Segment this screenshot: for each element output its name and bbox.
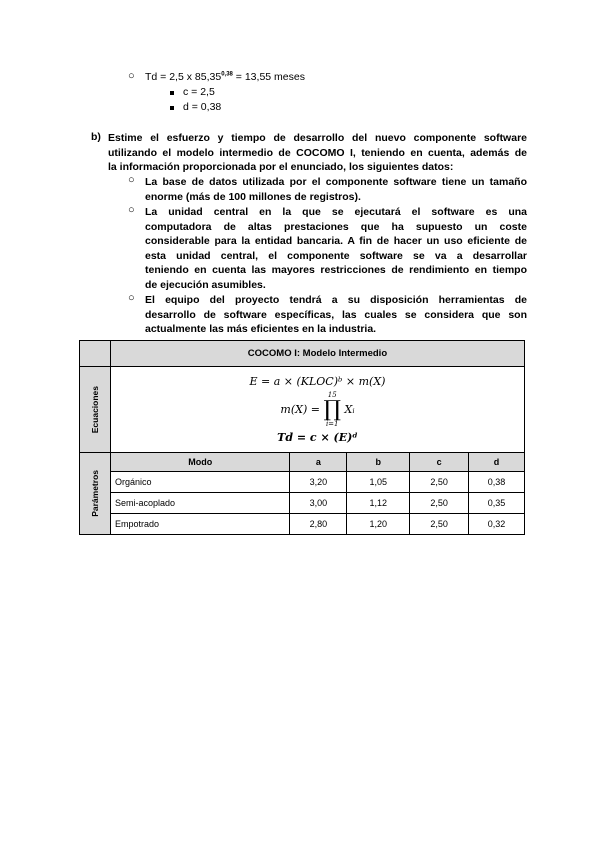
section-b-line: la información proporcionada por el enunciado, los siguientes datos: [108, 161, 454, 174]
sub-item-c: c = 2,5 [183, 86, 215, 98]
value-cell: 0,32 [469, 514, 525, 535]
equations-label: Ecuaciones [89, 385, 100, 434]
table-title: COCOMO I: Modelo Intermedio [110, 341, 524, 367]
parameters-label: Parámetros [89, 470, 100, 517]
mode-cell: Semi-acoplado [110, 493, 290, 514]
table-row [80, 472, 525, 493]
effort-equation: E = a × (KLOC)ᵇ × m(X) [249, 374, 386, 388]
product-symbol: 15 ∏ i=1 [323, 390, 341, 428]
mode-cell: Empotrado [110, 514, 290, 535]
header-b: b [347, 453, 410, 472]
parameters-side-cell [80, 453, 111, 535]
bullet-tools [145, 293, 527, 337]
square-bullet-icon [170, 91, 174, 95]
cocomo-table [79, 340, 525, 535]
section-b-label: b) [91, 131, 101, 143]
value-cell: 2,50 [410, 514, 469, 535]
bullet-database [145, 175, 527, 204]
circle-bullet-icon: ○ [128, 174, 135, 186]
header-a: a [290, 453, 347, 472]
bullet-line: actualmente las más eficientes en la industria. [145, 323, 377, 336]
equations-side-cell [80, 367, 111, 453]
table-row [80, 514, 525, 535]
value-cell: 1,20 [347, 514, 410, 535]
sub-item-d: d = 0,38 [183, 101, 222, 113]
value-cell: 1,05 [347, 472, 410, 493]
value-cell: 3,20 [290, 472, 347, 493]
product-lower-limit: i=1 [325, 419, 339, 428]
bullet-line: La base de datos utilizada por el componente software tiene un tamaño [145, 176, 527, 188]
table-row [80, 493, 525, 514]
section-b-text [108, 131, 527, 175]
bullet-line: de ejecución asumibles. [145, 278, 266, 291]
section-b-line: Estime el esfuerzo y tiempo de desarrollo del nuevo componente software [108, 132, 527, 144]
mode-cell: Orgánico [110, 472, 290, 493]
bullet-line: enorme (más de 100 millones de registros). [145, 190, 361, 203]
circle-bullet-icon: ○ [128, 70, 135, 82]
td-formula-prefix: Td = 2,5 x 85,35 [145, 71, 222, 83]
td-formula-suffix: = 13,55 meses [232, 71, 305, 83]
circle-bullet-icon: ○ [128, 292, 135, 304]
mx-right: Xᵢ [344, 402, 355, 416]
value-cell: 2,50 [410, 472, 469, 493]
bullet-line: considerable para la entidad bancaria. A fin de hacer un uso eficiente de [145, 235, 527, 248]
product-upper-limit: 15 [327, 390, 337, 399]
value-cell: 0,35 [469, 493, 525, 514]
value-cell: 2,50 [410, 493, 469, 514]
section-b-line: utilizando el modelo intermedio de COCOMO I, teniendo en cuenta, además de [108, 146, 527, 159]
bullet-line: computadora de altas prestaciones que ha supuesto un coste [145, 220, 527, 233]
value-cell: 1,12 [347, 493, 410, 514]
mx-left: m(X) = [280, 402, 320, 416]
bullet-line: La unidad central en la que se ejecutará el software es una [145, 206, 527, 218]
value-cell: 2,80 [290, 514, 347, 535]
bullet-line: desarrollo de software específicas, las cuales se considera que son [145, 308, 527, 321]
header-modo: Modo [110, 453, 290, 472]
circle-bullet-icon: ○ [128, 204, 135, 216]
bullet-line: El equipo del proyecto tendrá a su disposición herramientas de [145, 294, 527, 306]
header-d: d [469, 453, 525, 472]
value-cell: 3,00 [290, 493, 347, 514]
value-cell: 0,38 [469, 472, 525, 493]
td-formula [145, 71, 305, 83]
td-formula-exponent: 0,38 [221, 71, 233, 78]
equations-cell [110, 367, 524, 453]
time-equation: Td = c × (E)ᵈ [277, 430, 358, 444]
bullet-line: teniendo en cuenta las mayores restricciones de rendimiento en tiempo [145, 264, 527, 277]
mx-equation [115, 392, 520, 428]
header-c: c [410, 453, 469, 472]
bullet-central-unit [145, 205, 527, 293]
bullet-line: esta unidad central, el componente software se va a desarrollar [145, 249, 527, 262]
square-bullet-icon [170, 106, 174, 110]
